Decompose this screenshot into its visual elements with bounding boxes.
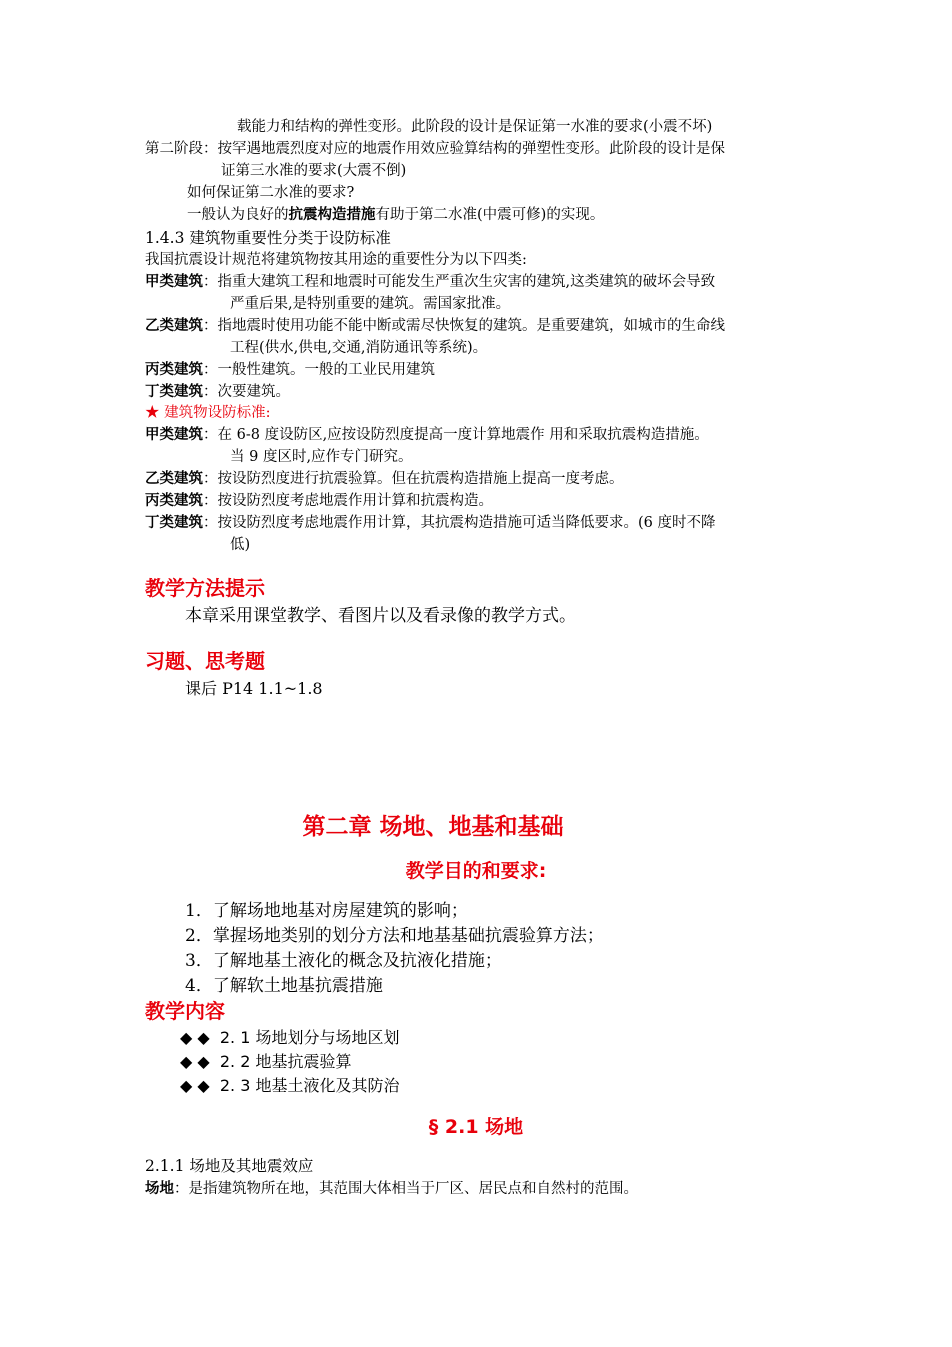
standard-a-text: 在 6-8 度设防区,应按设防烈度提高一度计算地震作 用和采取抗震构造措施。	[217, 427, 709, 443]
stage-line-2: 第二阶段：按罕遇地震烈度对应的地震作用效应验算结构的弹塑性变形。此阶段的设计是保	[145, 141, 725, 157]
goal-item-2: 2．掌握场地类别的划分方法和地基基础抗震验算方法；	[185, 926, 604, 946]
measure-line	[187, 205, 604, 225]
class-a-text: 指重大建筑工程和地震时可能发生严重次生灾害的建筑,这类建筑的破坏会导致	[217, 274, 716, 290]
class-c-item: 丙类建筑：一般性建筑。一般的工业民用建筑	[145, 362, 435, 378]
diamond-bullet-icon: ◆ ◆	[180, 1076, 210, 1095]
content-item-3-text: 2. 3 地基土液化及其防治	[219, 1076, 400, 1095]
standard-b-label: 乙类建筑	[145, 471, 203, 487]
goal-item-3: 3．了解地基土液化的概念及抗液化措施；	[185, 951, 502, 971]
class-b-label: 乙类建筑	[145, 318, 203, 334]
content-item-1	[180, 1026, 400, 1050]
section-143-title: 1.4.3 建筑物重要性分类于设防标准	[145, 229, 391, 247]
class-c-text: 一般性建筑。一般的工业民用建筑	[217, 362, 435, 378]
class-b-text-cont: 工程(供水,供电,交通,消防通讯等系统)。	[230, 340, 488, 356]
teaching-method-heading: 教学方法提示	[145, 576, 265, 600]
content-item-2-text: 2. 2 地基抗震验算	[219, 1052, 352, 1071]
stage-line-1: 载能力和结构的弹性变形。此阶段的设计是保证第一水准的要求(小震不坏)	[237, 119, 713, 135]
content-heading: 教学内容	[145, 999, 225, 1023]
standard-d-item: 丁类建筑：按设防烈度考虑地震作用计算，其抗震构造措施可适当降低要求。(6 度时不降	[145, 515, 716, 531]
standard-b-item: 乙类建筑：按设防烈度进行抗震验算。但在抗震构造措施上提高一度考虑。	[145, 471, 624, 487]
measure-pre: 一般认为良好的	[187, 207, 289, 223]
standard-c-label: 丙类建筑	[145, 493, 203, 509]
standard-a-text-cont: 当 9 度区时,应作专门研究。	[230, 449, 413, 465]
class-a-label: 甲类建筑	[145, 274, 203, 290]
measure-bold: 抗震构造措施	[288, 207, 376, 223]
standard-d-text-cont: 低)	[230, 537, 251, 553]
section-143-intro: 我国抗震设计规范将建筑物按其用途的重要性分为以下四类:	[145, 252, 527, 268]
standard-d-label: 丁类建筑	[145, 515, 203, 531]
chapter-title: 第二章 场地、地基和基础	[302, 814, 564, 840]
site-definition-text: 是指建筑物所在地，其范围大体相当于厂区、居民点和自然村的范围。	[188, 1181, 638, 1197]
question-line: 如何保证第二水准的要求?	[187, 185, 355, 201]
goal-item-4: 4．了解软土地基抗震措施	[185, 976, 383, 996]
standard-d-text: 按设防烈度考虑地震作用计算，其抗震构造措施可适当降低要求。(6 度时不降	[217, 515, 716, 531]
class-d-label: 丁类建筑	[145, 384, 203, 400]
standard-a-label: 甲类建筑	[145, 427, 203, 443]
content-item-1-text: 2. 1 场地划分与场地区划	[219, 1028, 400, 1047]
class-a-item: 甲类建筑：指重大建筑工程和地震时可能发生严重次生灾害的建筑,这类建筑的破坏会导致	[145, 274, 716, 290]
star-title: ★ 建筑物设防标准:	[145, 405, 271, 421]
class-d-text: 次要建筑。	[217, 384, 290, 400]
stage-line-3: 证第三水准的要求(大震不倒)	[221, 163, 407, 179]
goals-heading: 教学目的和要求:	[405, 860, 547, 882]
class-d-item: 丁类建筑：次要建筑。	[145, 384, 290, 400]
class-b-item: 乙类建筑：指地震时使用功能不能中断或需尽快恢复的建筑。是重要建筑，如城市的生命线	[145, 318, 725, 334]
measure-post: 有助于第二水准(中震可修)的实现。	[375, 207, 605, 223]
standard-b-text: 按设防烈度进行抗震验算。但在抗震构造措施上提高一度考虑。	[217, 471, 624, 487]
teaching-method-text: 本章采用课堂教学、看图片以及看录像的教学方式。	[185, 606, 576, 626]
section-21-title: § 2.1 场地	[428, 1116, 524, 1138]
content-item-3	[180, 1074, 400, 1098]
class-b-text: 指地震时使用功能不能中断或需尽快恢复的建筑。是重要建筑，如城市的生命线	[217, 318, 725, 334]
content-item-2	[180, 1050, 352, 1074]
subsection-211-title: 2.1.1 场地及其地震效应	[145, 1157, 314, 1175]
diamond-bullet-icon: ◆ ◆	[180, 1052, 210, 1071]
class-a-text-cont: 严重后果,是特别重要的建筑。需国家批准。	[230, 296, 511, 312]
site-definition: 场地：是指建筑物所在地，其范围大体相当于厂区、居民点和自然村的范围。	[145, 1181, 638, 1197]
diamond-bullet-icon: ◆ ◆	[180, 1028, 210, 1047]
exercises-heading: 习题、思考题	[145, 649, 265, 673]
goal-item-1: 1．了解场地地基对房屋建筑的影响；	[185, 901, 468, 921]
standard-a-item: 甲类建筑：在 6-8 度设防区,应按设防烈度提高一度计算地震作 用和采取抗震构造措施。	[145, 427, 709, 443]
standard-c-text: 按设防烈度考虑地震作用计算和抗震构造。	[217, 493, 493, 509]
standard-c-item: 丙类建筑：按设防烈度考虑地震作用计算和抗震构造。	[145, 493, 493, 509]
site-definition-label: 场地	[145, 1181, 174, 1197]
class-c-label: 丙类建筑	[145, 362, 203, 378]
exercises-text: 课后 P14 1.1~1.8	[185, 679, 323, 698]
